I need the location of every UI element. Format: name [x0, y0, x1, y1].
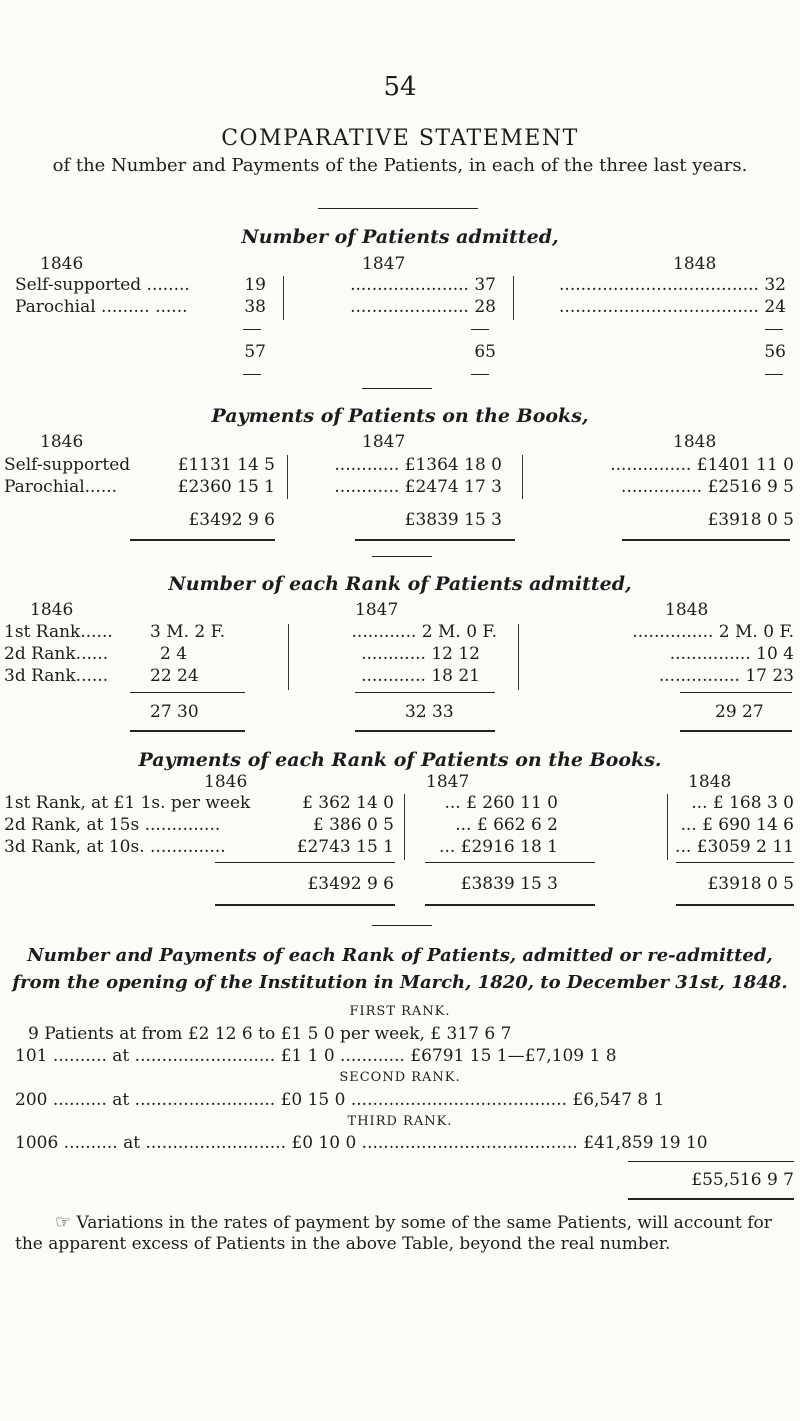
section2-row-label: Parochial......: [4, 477, 118, 497]
section3-total: 32 33: [405, 702, 454, 722]
section1-cell: ...................... 37: [350, 275, 496, 295]
section2-cell: ............ £1364 18 0: [334, 455, 502, 475]
footnote-line2: the apparent excess of Patients in the above Table, beyond the real number.: [15, 1234, 671, 1254]
page-number: 54: [383, 72, 417, 102]
section4-cell: ... £ 690 14 6: [680, 815, 794, 835]
section4-cell: ... £ 168 3 0: [691, 793, 794, 813]
section1-total: 57: [244, 342, 266, 362]
section2-row-label: Self-supported: [4, 455, 131, 475]
section4-year-1846: 1846: [204, 772, 248, 792]
section3-cell: ............ 12 12: [361, 644, 480, 664]
section2-year-1848: 1848: [673, 432, 717, 452]
sum-rule: [628, 1161, 794, 1162]
sum-rule: [355, 692, 495, 693]
section4-row-label: 1st Rank, at £1 1s. per week: [4, 793, 251, 813]
section2-cell: £1131 14 5: [177, 455, 275, 475]
double-rule: [130, 539, 275, 541]
sum-dash: [471, 374, 489, 375]
section1-total: 65: [474, 342, 496, 362]
double-rule: [680, 730, 792, 732]
double-rule: [628, 1198, 794, 1200]
sum-dash: [243, 329, 261, 330]
section4-cell: ... £3059 2 11: [675, 837, 794, 857]
column-rule: [513, 276, 514, 320]
section2-total: £3492 9 6: [188, 510, 275, 530]
section3-cell: 3 M. 2 F.: [150, 622, 226, 642]
section2-total: £3839 15 3: [404, 510, 502, 530]
section3-total: 27 30: [150, 702, 199, 722]
sum-dash: [765, 374, 783, 375]
divider: [372, 925, 432, 926]
section4-heading: Payments of each Rank of Patients on the Books.: [138, 749, 662, 771]
sum-dash: [471, 329, 489, 330]
section4-cell: ... £ 662 6 2: [455, 815, 558, 835]
divider: [318, 208, 478, 209]
section3-cell: ............ 18 21: [361, 666, 480, 686]
first-rank-label: FIRST RANK.: [349, 1004, 451, 1019]
section1-cell: 38: [244, 297, 266, 317]
section1-year-1847: 1847: [362, 254, 406, 274]
section3-cell: ............ 2 M. 0 F.: [351, 622, 497, 642]
sum-rule: [425, 862, 595, 863]
section1-year-1848: 1848: [673, 254, 717, 274]
section3-year-1847: 1847: [355, 600, 399, 620]
section1-heading: Number of Patients admitted,: [241, 226, 559, 248]
section3-row-label: 3d Rank......: [4, 666, 109, 686]
double-rule: [355, 730, 495, 732]
section3-cell: 2 4: [160, 644, 188, 664]
section4-cell: £2743 15 1: [296, 837, 394, 857]
section4-cell: £ 386 0 5: [312, 815, 394, 835]
section4-cell: ... £2916 18 1: [439, 837, 558, 857]
sum-dash: [765, 329, 783, 330]
section1-cell: ..................................... 24: [559, 297, 786, 317]
sum-rule: [130, 692, 245, 693]
sum-rule: [215, 862, 395, 863]
section3-total: 29 27: [715, 702, 764, 722]
section4-total: £3839 15 3: [460, 874, 558, 894]
section2-total: £3918 0 5: [707, 510, 794, 530]
section4-year-1847: 1847: [426, 772, 470, 792]
section3-row-label: 1st Rank......: [4, 622, 113, 642]
first-rank-line1: 9 Patients at from £2 12 6 to £1 5 0 per week, £ 317 6 7: [28, 1024, 512, 1044]
section5-heading-line2: from the opening of the Institution in March, 1820, to December 31st, 1848.: [12, 972, 788, 993]
section2-heading: Payments of Patients on the Books,: [211, 405, 589, 427]
divider: [372, 556, 432, 557]
section3-cell: ............... 17 23: [658, 666, 794, 686]
section1-row-label: Self-supported ........: [15, 275, 190, 295]
section3-cell: 22 24: [150, 666, 199, 686]
section4-total: £3918 0 5: [707, 874, 794, 894]
double-rule: [355, 539, 515, 541]
section1-row-label: Parochial ......... ......: [15, 297, 188, 317]
column-rule: [518, 624, 519, 690]
second-rank-line: 200 .......... at .......................... £0 15 0 ........................................ £6,547 8 1: [15, 1090, 665, 1110]
double-rule: [130, 730, 245, 732]
third-rank-line: 1006 .......... at .......................... £0 10 0 ........................................ £41,859 19 10: [15, 1133, 708, 1153]
double-rule: [622, 539, 790, 541]
section4-cell: ... £ 260 11 0: [444, 793, 558, 813]
double-rule: [676, 904, 794, 906]
double-rule: [215, 904, 395, 906]
column-rule: [404, 794, 405, 860]
section2-cell: ............... £2516 9 5: [621, 477, 794, 497]
section3-row-label: 2d Rank......: [4, 644, 109, 664]
column-rule: [667, 794, 668, 860]
grand-total: £55,516 9 7: [691, 1170, 794, 1190]
section3-cell: ............... 10 4: [669, 644, 794, 664]
column-rule: [283, 276, 284, 320]
footnote-text-line1: Variations in the rates of payment by some of the same Patients, will account for: [76, 1213, 772, 1233]
section4-row-label: 2d Rank, at 15s ..............: [4, 815, 221, 835]
page-subtitle: of the Number and Payments of the Patients, in each of the three last years.: [52, 155, 748, 176]
section3-year-1846: 1846: [30, 600, 74, 620]
column-rule: [287, 455, 288, 499]
footnote-line1: [55, 1212, 772, 1233]
section2-cell: ............ £2474 17 3: [334, 477, 502, 497]
sum-dash: [243, 374, 261, 375]
pointing-hand-icon: ☞: [55, 1212, 72, 1233]
section1-cell: 19: [244, 275, 266, 295]
section4-year-1848: 1848: [688, 772, 732, 792]
section4-cell: £ 362 14 0: [302, 793, 394, 813]
section5-heading-line1: Number and Payments of each Rank of Patients, admitted or re-admitted,: [27, 945, 773, 966]
sum-rule: [680, 692, 792, 693]
double-rule: [425, 904, 595, 906]
section4-total: £3492 9 6: [307, 874, 394, 894]
page-title: COMPARATIVE STATEMENT: [221, 126, 579, 151]
section3-year-1848: 1848: [665, 600, 709, 620]
section1-year-1846: 1846: [40, 254, 84, 274]
section2-cell: £2360 15 1: [177, 477, 275, 497]
column-rule: [288, 624, 289, 690]
section1-cell: ..................................... 32: [559, 275, 786, 295]
section4-row-label: 3d Rank, at 10s. ..............: [4, 837, 226, 857]
first-rank-line2: 101 .......... at .......................... £1 1 0 ............ £6791 15 1—£7,109 1 8: [15, 1046, 617, 1066]
divider: [362, 388, 432, 389]
section3-heading: Number of each Rank of Patients admitted,: [168, 573, 632, 595]
section1-cell: ...................... 28: [350, 297, 496, 317]
section2-year-1847: 1847: [362, 432, 406, 452]
second-rank-label: SECOND RANK.: [339, 1070, 461, 1085]
third-rank-label: THIRD RANK.: [347, 1114, 453, 1129]
section3-cell: ............... 2 M. 0 F.: [632, 622, 794, 642]
sum-rule: [676, 862, 794, 863]
column-rule: [522, 455, 523, 499]
section1-total: 56: [764, 342, 786, 362]
section2-cell: ............... £1401 11 0: [610, 455, 794, 475]
section2-year-1846: 1846: [40, 432, 84, 452]
